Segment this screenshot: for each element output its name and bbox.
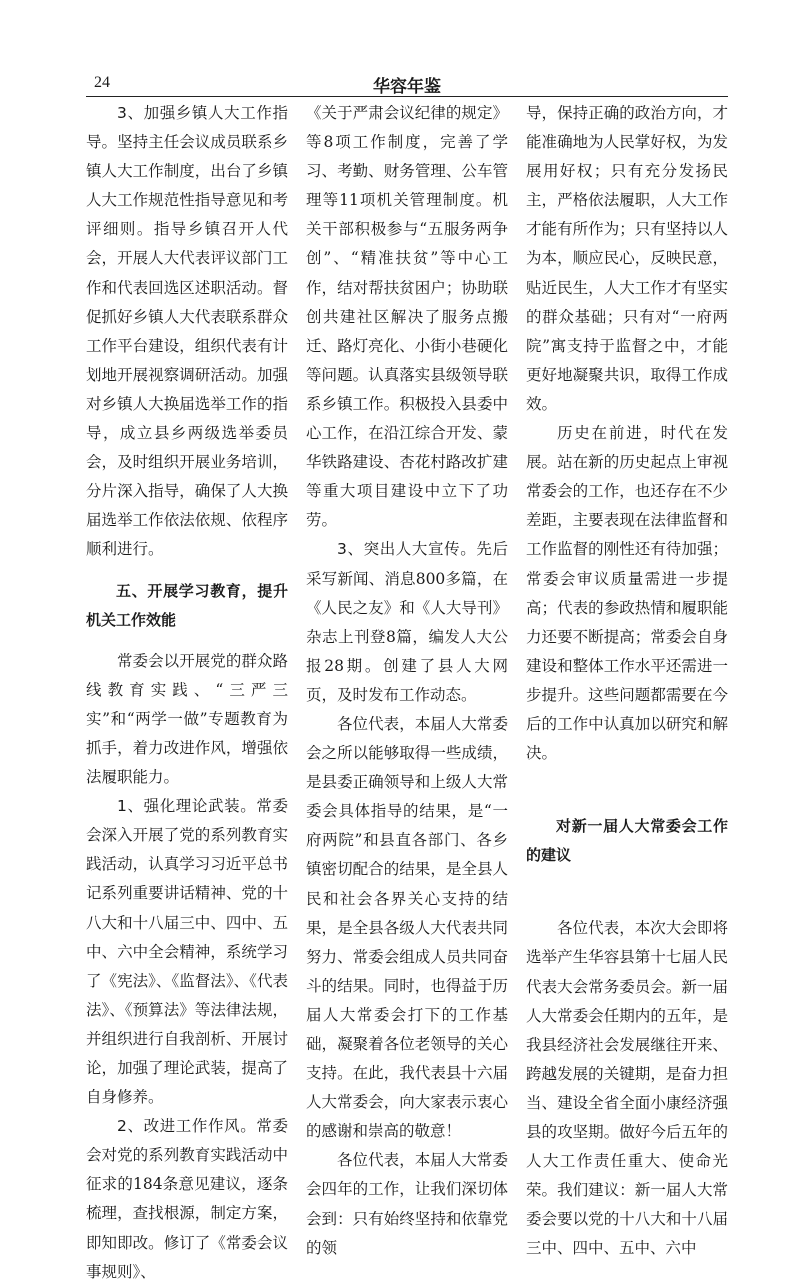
paragraph-experience-cont: 导，保持正确的政治方向，才能准确地为人民掌好权，为发展用好权；只有充分发扬民主，严格依法履职，人大工作才能有所作为；只有坚持以人为本，顺应民心，反映民意，贴近民生，人大工作才有坚实的群众基础；只有对“一府两院”寓支持于监督之中，才能更好地凝聚共识，取得工作成效。 <box>526 104 728 413</box>
section-heading-suggestions: 对新一届人大常委会工作的建议 <box>526 817 728 865</box>
paragraph-work-style-cont: 《关于严肃会议纪律的规定》等8项工作制度，完善了学习、考勤、财务管理、公车管理等11项机关管理制度。机关干部积极参与“五服务两争创”、“精准扶贫”等中心工作，结对帮扶贫困户；协助联创共建社区解决了服务点搬迁、路灯亮化、小街小巷硬化等问题。认真落实县级领导联系乡镇工作。积极投入县委中心工作，在沿江综合开发、蒙华铁路建设、杏花村路改扩建等重大项目建设中立下了功劳。 <box>306 104 508 530</box>
page-number: 24 <box>94 74 110 91</box>
running-header <box>86 72 728 97</box>
journal-title: 华容年鉴 <box>373 77 441 97</box>
text-column-2 <box>306 99 508 1257</box>
subheading-publicity: 3、突出人大宣传。 <box>337 540 477 559</box>
subheading-theory: 1、强化理论武装。 <box>117 797 257 816</box>
paragraph-acknowledgement: 各位代表，本届人大常委会之所以能够取得一些成绩，是县委正确领导和上级人大常委会具体指导的结果，是“一府两院”和县直各部门、各乡镇密切配合的结果，是全县人民和社会各界关心支持的结果，是全县各级人大代表共同努力、常委会组成人员共同奋斗的结果。同时，也得益于历届人大常委会打下的工作基础，凝聚着各位老领导的关心支持。在此，我代表县十六届人大常委会，向大家表示衷心的感谢和崇高的敬意！ <box>306 714 508 1141</box>
subheading-work-style: 2、改进工作作风。 <box>117 1117 257 1136</box>
paragraph-experience: 各位代表，本届人大常委会四年的工作，让我们深切体会到：只有始终坚持和依靠党的领 <box>306 1151 508 1257</box>
paragraph-township-guidance <box>86 99 288 565</box>
text-column-3 <box>526 99 728 1258</box>
paragraph-body: 常委会深入开展了党的系列教育实践活动，认真学习习近平总书记系列重要讲话精神、党的十八大和十八届三中、四中、五中、六中全会精神，系统学习了《宪法》、《监督法》、《代表法》、《预算法》等法律法规，并组织进行自我剖析、开展讨论，加强了理论武装，提高了自身修养。 <box>86 797 288 1107</box>
paragraph-theory <box>86 792 288 1112</box>
paragraph-body: 坚持主任会议成员联系乡镇人大工作制度，出台了乡镇人大工作规范性指导意见和考评细则。指导乡镇召开人代会，开展人大代表评议部门工作和代表回选区述职活动。督促抓好乡镇人大代表联系群众工作平台建设，组织代表有计划地开展视察调研活动。加强对乡镇人大换届选举工作的指导，成立县乡两级选举委员会，及时组织开展业务培训，分片深入指导，确保了人大换届选举工作依法依规、依程序顺利进行。 <box>86 133 288 559</box>
text-column-1 <box>86 99 288 1281</box>
section-heading-study-education: 五、开展学习教育，提升机关工作效能 <box>86 581 288 629</box>
paragraph-suggestions: 各位代表，本次大会即将选举产生华容县第十七届人民代表大会常务委员会。新一届人大常委会任期内的五年，是我县经济社会发展继往开来、跨越发展的关键期，是奋力担当、建设全省全面小康经济强县的攻坚期。做好今后五年的人大工作责任重大、使命光荣。我们建议：新一届人大常委会要以党的十八大和十八届三中、四中、五中、六中 <box>526 919 728 1258</box>
header-rule <box>86 96 728 97</box>
paragraph-work-style <box>86 1112 288 1287</box>
paragraph-publicity <box>306 535 508 710</box>
paragraph-body: 先后采写新闻、消息800多篇，在《人民之友》和《人大导刊》杂志上刊登8篇，编发人大公报28期。创建了县人大网页，及时发布工作动态。 <box>306 540 508 704</box>
subheading-township-guidance: 3、加强乡镇人大工作指导。 <box>86 104 288 152</box>
paragraph-shortcomings: 历史在前进，时代在发展。站在新的历史起点上审视常委会的工作，也还存在不少差距，主要表现在法律监督和工作监督的刚性还有待加强；常委会审议质量需进一步提高；代表的参政热情和履职能力还要不断提高；常委会自身建设和整体工作水平还需进一步提升。这些问题都需要在今后的工作中认真加以研究和解决。 <box>526 424 728 763</box>
paragraph-study-intro: 常委会以开展党的群众路线教育实践、“三严三实”和“两学一做”专题教育为抓手，着力改进作风，增强依法履职能力。 <box>86 651 288 787</box>
paragraph-body: 常委会对党的系列教育实践活动中征求的184条意见建议，逐条梳理，查找根源，制定方案，即知即改。修订了《常委会议事规则》、 <box>86 1117 288 1281</box>
